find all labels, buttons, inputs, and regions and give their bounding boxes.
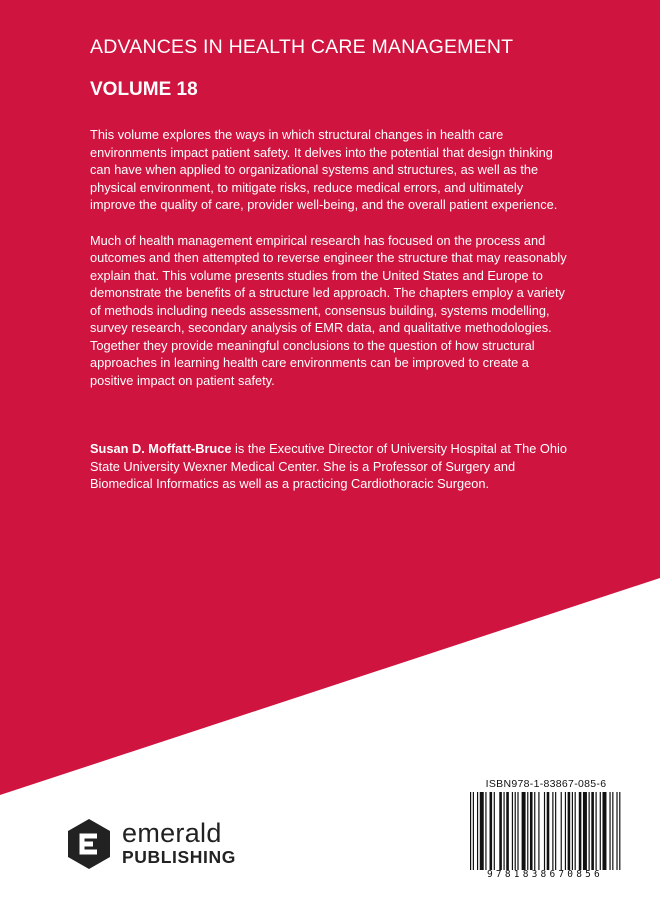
barcode-bar (600, 792, 601, 870)
barcode-bar (490, 792, 493, 870)
barcode-bar (499, 792, 502, 870)
barcode-bar (527, 792, 528, 870)
barcode-bar (565, 792, 566, 870)
barcode-bar (568, 792, 571, 870)
barcode-bar (538, 792, 539, 870)
barcode-bar (555, 792, 556, 870)
barcode-bar (470, 792, 471, 870)
barcode-bar (534, 792, 535, 870)
description-paragraph-2: Much of health management empirical research has focused on the process and outcomes and then attempted to reverse engineer the structure that may reasonably explain that. This volume presents studies from the United States and Europe to demonstrate the benefits of a structure led approach. The chapters employ a variety of methods including needs assessment, consensus building, systems modelling, survey research, secondary analysis of EMR data, and qualitative methodologies. Together they provide meaningful conclusions to the question of how structural approaches in learning health care environments can be improved to create a positive impact on patient safety. (90, 232, 567, 388)
barcode-bar (512, 792, 513, 870)
series-title: ADVANCES IN HEALTH CARE MANAGEMENT (90, 36, 514, 58)
barcode-bar (503, 792, 504, 870)
description-paragraph-1: This volume explores the ways in which structural changes in health care environments impact patient safety. It delves into the potential that design thinking can have when applied to organizational systems and structures, as well as the physical environment, to mitigate risks, reduce medical errors, and ultimately improve the quality of care, provider well-being, and the overall patient experience. (90, 127, 558, 212)
barcode-bar (619, 792, 620, 870)
barcode-bar (547, 792, 550, 870)
volume-number: VOLUME 18 (90, 79, 198, 100)
publisher-logo (66, 818, 266, 870)
author-name: Susan D. Moffatt-Bruce (90, 441, 232, 456)
publisher-name: emerald (122, 818, 222, 848)
barcode-bar (572, 792, 573, 870)
barcode-bar (506, 792, 509, 870)
barcode-bar (552, 792, 553, 870)
barcode-bar (589, 792, 590, 870)
barcode-bar (544, 792, 545, 870)
barcode-bar (561, 792, 562, 870)
barcode-bar (602, 792, 606, 870)
barcode-bar (609, 792, 610, 870)
barcode-bar (596, 792, 597, 870)
barcode-bar (473, 792, 474, 870)
barcode-bar (579, 792, 582, 870)
barcode-bar (522, 792, 526, 870)
barcode-bar (530, 792, 533, 870)
author-bio (90, 440, 568, 493)
publisher-name-secondary: PUBLISHING (122, 847, 236, 867)
barcode-bar (517, 792, 518, 870)
barcode-bar (485, 792, 486, 870)
emerald-logo-icon (66, 818, 112, 870)
barcode-bar (494, 792, 495, 870)
barcode-bar (616, 792, 617, 870)
barcode-digits: 9781838670856 (487, 869, 603, 880)
barcode-bar (583, 792, 587, 870)
barcode-bar (591, 792, 594, 870)
isbn-number: ISBN978-1-83867-085-6 (485, 778, 607, 790)
book-description (90, 126, 568, 389)
barcode-bar (575, 792, 576, 870)
barcode-bars (470, 792, 622, 870)
barcode-bar (612, 792, 613, 870)
barcode-bar (515, 792, 516, 870)
author-bio-text: is the Executive Director of University Hospital at The Ohio State University Wexner Medical Center. She is a Professor of Surgery and Biomedical Informatics as well as a practicing Cardiothoracic Surgeon. (90, 441, 567, 491)
isbn-barcode (462, 773, 628, 885)
barcode-bar (480, 792, 484, 870)
barcode-bar (477, 792, 478, 870)
